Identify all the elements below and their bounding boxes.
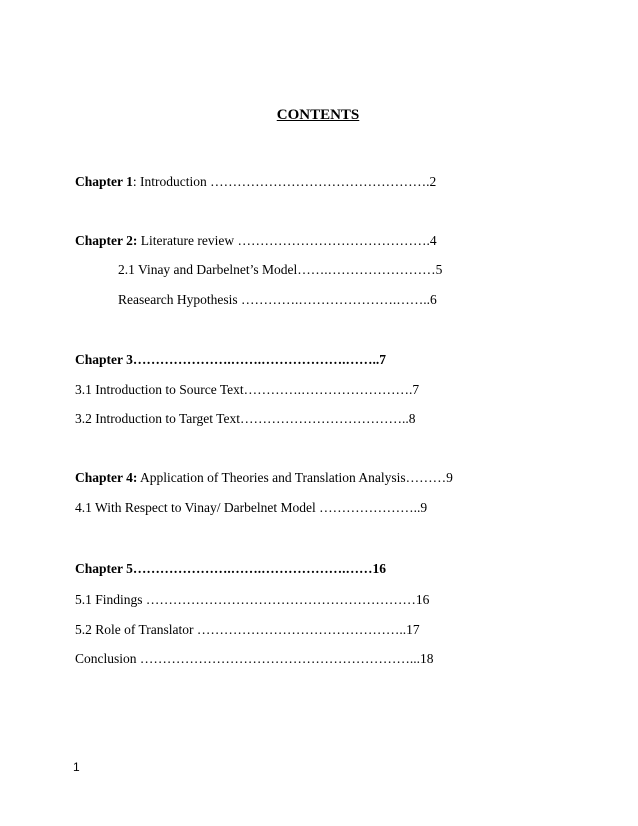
toc-entry-label: Chapter 5………………….…….……………….……16	[75, 561, 387, 576]
toc-entry-text: 3.2 Introduction to Target Text………………………………..8	[75, 411, 416, 426]
toc-entry-text: Reasearch Hypothesis ………….………………….……..6	[118, 292, 437, 307]
toc-entry-text: 2.1 Vinay and Darbelnet’s Model…….……………………5	[118, 262, 443, 277]
toc-entry-text: Conclusion ……………………………………………………...18	[75, 651, 434, 666]
toc-entry-3-1	[75, 380, 419, 400]
toc-entry-chapter-1	[75, 172, 436, 192]
toc-entry-3-2	[75, 409, 415, 429]
toc-entry-chapter-2	[75, 231, 437, 251]
toc-entry-5-2	[75, 620, 420, 640]
toc-entry-text: Application of Theories and Translation Analysis………9	[137, 470, 453, 485]
toc-entry-chapter-5	[75, 559, 386, 579]
toc-entry-text: : Introduction ………………………………………….2	[132, 174, 437, 189]
toc-entry-label: Chapter 1	[75, 174, 133, 189]
toc-entry-4-1	[75, 498, 427, 518]
toc-entry-text: 5.1 Findings ……………………………………………………16	[75, 592, 430, 607]
toc-entry-hypothesis	[118, 290, 437, 310]
toc-entry-chapter-3	[75, 350, 386, 370]
toc-entry-text: 3.1 Introduction to Source Text………….…………………….7	[75, 382, 420, 397]
toc-entry-2-1	[118, 260, 442, 280]
toc-entry-text: 5.2 Role of Translator ………………………………………..17	[75, 622, 420, 637]
toc-entry-label: Chapter 3………………….…….……………….……..7	[75, 352, 387, 367]
toc-entry-conclusion	[75, 649, 434, 669]
page-title: CONTENTS	[276, 107, 360, 123]
toc-entry-text: Literature review …………………………………….4	[137, 233, 437, 248]
toc-entry-label: Chapter 4:	[75, 470, 138, 485]
toc-entry-5-1	[75, 590, 429, 610]
page-number: 1	[73, 760, 80, 774]
toc-entry-label: Chapter 2:	[75, 233, 138, 248]
toc-entry-text: 4.1 With Respect to Vinay/ Darbelnet Model …………………..9	[75, 500, 428, 515]
toc-entry-chapter-4	[75, 468, 453, 488]
